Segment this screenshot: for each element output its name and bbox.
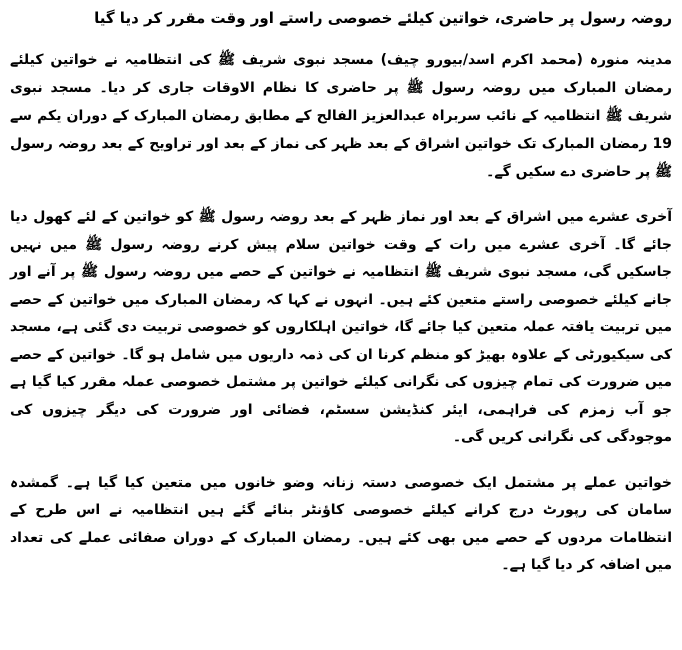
article-headline: روضہ رسول پر حاضری، خواتین کیلئے خصوصی راستے اور وقت مقرر کر دیا گیا: [94, 9, 672, 27]
news-article: [10, 6, 672, 598]
article-paragraph: آخری عشرے میں اشراق کے بعد اور نماز ظہر کے بعد روضہ رسول ﷺ کو خواتین کے لئے کھول دیا جائے گا۔ آخری عشرے میں رات کے وقت خواتین سلام پیش کرنے روضہ رسول ﷺ میں نہیں جاسکیں گی، مسجد نبوی شریف ﷺ انتظامیہ نے خواتین کے حصے میں روضہ رسول ﷺ پر آنے اور جانے کیلئے خصوصی راستے متعین کئے ہیں۔ انہوں نے کہا کہ رمضان المبارک میں خواتین کے حصے میں تربیت یافتہ عملہ متعین کیا جائے گا، خواتین اہلکاروں کو خصوصی تربیت دی گئی ہے، مسجد کی سیکیورٹی کے علاوہ بھیڑ کو منظم کرنا ان کی ذمہ داریوں میں شامل ہو گا۔ خواتین کے حصے میں ضرورت کی تمام چیزوں کی نگرانی کیلئے خواتین پر مشتمل خصوصی عملہ مقرر کیا گیا ہے جو آب زمزم کی فراہمی، ایئر کنڈیشن سسٹم، فضائی اور ضرورت کی دیگر چیزوں کی موجودگی کی نگرانی کریں گی۔: [10, 209, 672, 445]
article-paragraph: مدینہ منورہ (محمد اکرم اسد/بیورو چیف) مسجد نبوی شریف ﷺ کی انتظامیہ نے خواتین کیلئے رمضان المبارک میں روضہ رسول ﷺ پر حاضری کا نظام الاوقات جاری کر دیا۔ مسجد نبوی شریف ﷺ انتظامیہ کے نائب سربراہ عبدالعزیز الفالح کے مطابق رمضان المبارک کے دوران یکم سے 19 رمضان المبارک تک خواتین اشراق کے بعد ظہر کی نماز کے بعد اور تراویح کے بعد روضہ رسول ﷺ پر حاضری دے سکیں گے۔: [10, 52, 672, 180]
article-paragraph: خواتین عملے پر مشتمل ایک خصوصی دستہ زنانہ وضو خانوں میں متعین کیا گیا ہے۔ گمشدہ سامان کی رپورٹ درج کرانے کیلئے خصوصی کاؤنٹر بنائے گئے ہیں انتظامیہ نے اس طرح کے انتظامات مردوں کے حصے میں بھی کئے ہیں۔ رمضان المبارک کے دوران صفائی عملے کی تعداد میں اضافہ کر دیا گیا ہے۔: [10, 474, 672, 573]
